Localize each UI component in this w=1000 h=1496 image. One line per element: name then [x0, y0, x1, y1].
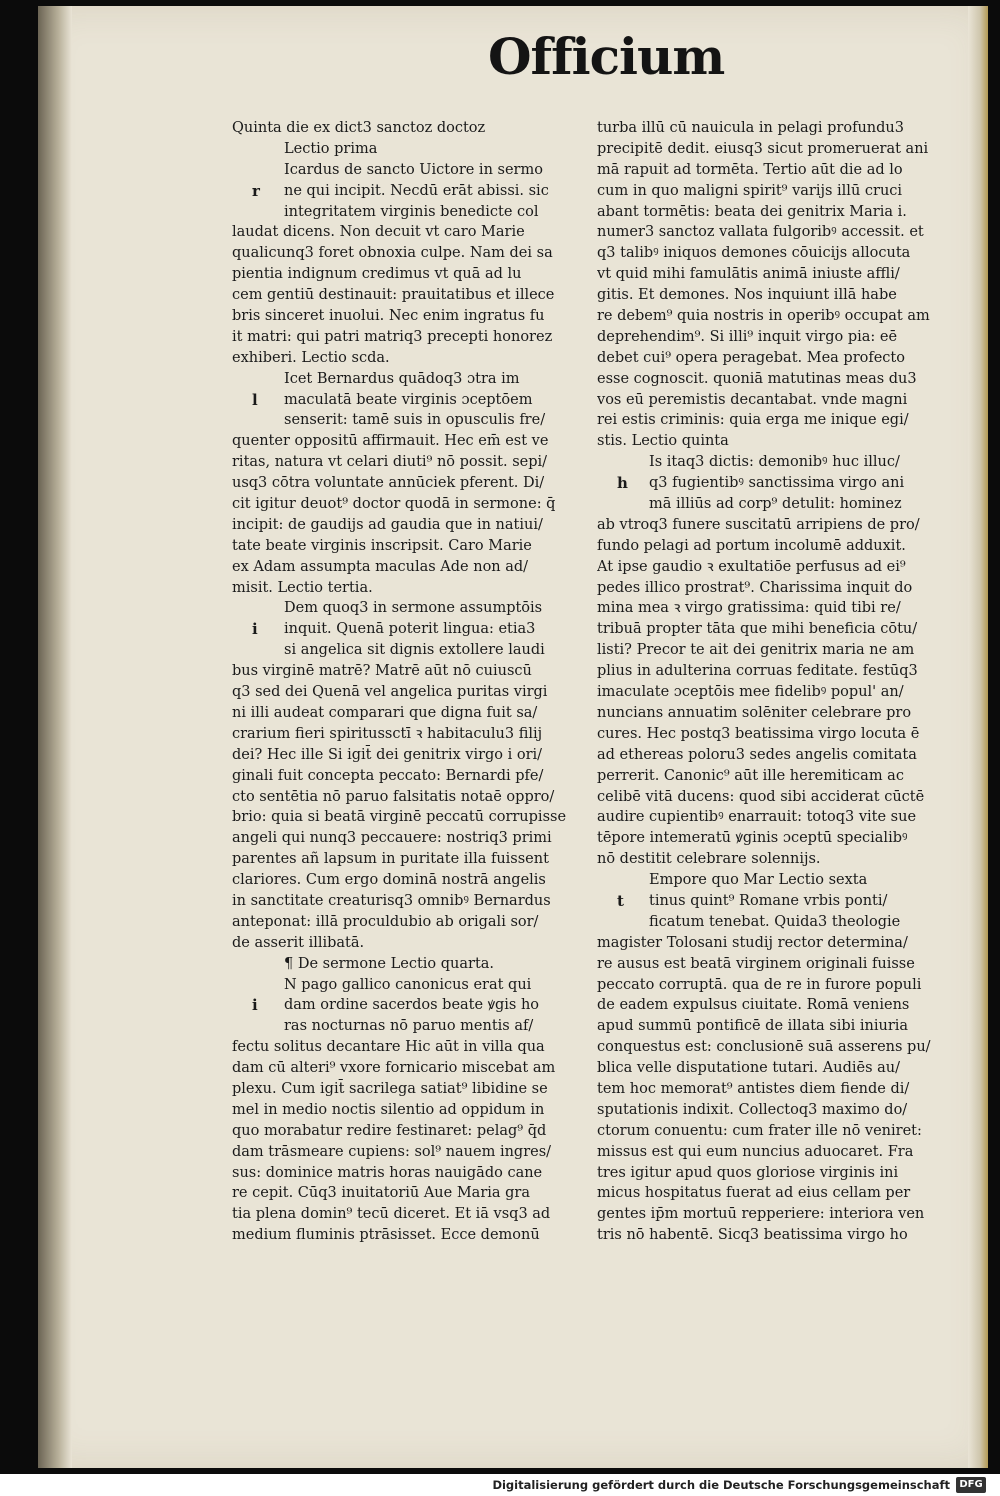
- text-line: [597, 160, 942, 181]
- text-line: [597, 557, 942, 578]
- line-text: debet cui⁹ opera peragebat. Mea profecto: [597, 349, 905, 366]
- text-line: [597, 766, 942, 787]
- text-line: [232, 306, 578, 327]
- line-text: fundo pelagi ad portum incolumē adduxit.: [597, 537, 906, 554]
- line-text: imaculate ɔceptōis mee fidelibꝰ popul' an/: [597, 684, 904, 701]
- line-text: blica velle disputatione tutari. Audiēs au/: [597, 1060, 900, 1077]
- line-text: Dem quoq3 in sermone assumptōis: [284, 600, 543, 617]
- text-line: [232, 619, 578, 640]
- text-line: [597, 431, 942, 452]
- line-text: mel in medio noctis silentio ad oppidum in: [232, 1101, 545, 1118]
- text-line: [597, 1225, 942, 1246]
- line-text: plexu. Cum igit̄ sacrilega satiat⁹ libidine se: [232, 1080, 548, 1097]
- line-text: qualicunq3 foret obnoxia culpe. Nam dei sa: [232, 245, 553, 262]
- text-line: [232, 369, 578, 390]
- text-line: [597, 578, 942, 599]
- text-line: [232, 1142, 578, 1163]
- text-line: [232, 745, 578, 766]
- text-line: [597, 473, 942, 494]
- line-text: integritatem virginis benedicte col: [284, 203, 539, 220]
- initial-guide-letter: i: [252, 620, 258, 639]
- text-line: [597, 870, 942, 891]
- text-line: [232, 557, 578, 578]
- text-line: [232, 870, 578, 891]
- line-text: clariores. Cum ergo dominā nostrā angelis: [232, 872, 546, 889]
- text-line: [597, 995, 942, 1016]
- text-line: [232, 787, 578, 808]
- text-line: [232, 1100, 578, 1121]
- line-text: pedes illico prostrat⁹. Charissima inquit do: [597, 579, 913, 596]
- line-text: sus: dominice matris horas nauigādo cane: [232, 1164, 543, 1181]
- text-line: [597, 828, 942, 849]
- line-text: micus hospitatus fuerat ad eius cellam per: [597, 1185, 911, 1202]
- line-text: usq3 cōtra voluntate annūciek pferent. Di/: [232, 475, 545, 492]
- line-text: ne qui incipit. Necdū erāt abissi. sic: [284, 182, 549, 199]
- text-line: [232, 1121, 578, 1142]
- line-text: cit igitur deuot⁹ doctor quodā in sermone: q̄: [232, 496, 556, 513]
- line-text: inquit. Quenā poterit lingua: etia3: [284, 621, 536, 638]
- line-text: ras nocturnas nō paruo mentis af/: [284, 1018, 534, 1035]
- text-line: [597, 202, 942, 223]
- line-text: maculatā beate virginis ɔceptōem: [284, 391, 533, 408]
- text-line: [597, 1142, 942, 1163]
- line-text: tris nō habentē. Sicq3 beatissima virgo ho: [597, 1227, 908, 1244]
- line-text: ¶ De sermone Lectio quarta.: [284, 955, 495, 972]
- line-text: tinus quint⁹ Romane vrbis ponti/: [649, 892, 888, 909]
- text-line: [597, 912, 942, 933]
- text-line: [597, 369, 942, 390]
- text-line: [597, 1204, 942, 1225]
- line-text: medium fluminis ptrāsisset. Ecce demonū: [232, 1227, 540, 1244]
- line-text: q3 talibꝰ iniquos demones cōuicijs allocuta: [597, 245, 911, 262]
- line-text: esse cognoscit. quoniā matutinas meas du3: [597, 370, 917, 387]
- text-line: [232, 682, 578, 703]
- text-line: [232, 640, 578, 661]
- line-text: magister Tolosani studij rector determina/: [597, 934, 908, 951]
- line-text: mā illiūs ad corp⁹ detulit: hominez: [649, 496, 902, 513]
- text-line: [232, 1079, 578, 1100]
- text-line: [232, 264, 578, 285]
- page-edge: [968, 6, 988, 1468]
- line-text: Icardus de sancto Uictore in sermo: [284, 161, 543, 178]
- line-text: cto sentētia nō paruo falsitatis notaē oppro/: [232, 788, 555, 805]
- text-line: [232, 891, 578, 912]
- text-line: [597, 933, 942, 954]
- line-text: Quinta die ex dict3 sanctoz doctoz: [232, 120, 486, 136]
- text-line: [597, 891, 942, 912]
- line-text: celibē vitā ducens: quod sibi acciderat cūctē: [597, 788, 925, 805]
- line-text: audire cupientibꝰ enarrauit: totoq3 vite sue: [597, 809, 917, 826]
- line-text: sputationis indixit. Collectoq3 maximo do/: [597, 1101, 908, 1118]
- dfg-logo: DFG: [956, 1477, 986, 1493]
- line-text: cum in quo maligni spirit⁹ varijs illū cruci: [597, 182, 903, 199]
- text-line: [597, 598, 942, 619]
- line-text: perrerit. Canonic⁹ aūt ille heremiticam ac: [597, 767, 904, 784]
- initial-guide-letter: t: [617, 891, 624, 910]
- text-line: [597, 1079, 942, 1100]
- text-line: [597, 1163, 942, 1184]
- line-text: rei estis criminis: quia erga me inique egi/: [597, 412, 909, 429]
- line-text: it matri: qui patri matriq3 precepti honorez: [232, 328, 553, 345]
- text-line: [597, 975, 942, 996]
- text-line: [232, 1204, 578, 1225]
- text-line: [597, 515, 942, 536]
- text-line: [232, 933, 578, 954]
- text-line: [232, 222, 578, 243]
- line-text: gentes ip̄m mortuū repperiere: interiora ven: [597, 1206, 925, 1223]
- line-text: ginali fuit concepta peccato: Bernardi pfe/: [232, 767, 544, 784]
- line-text: tate beate virginis inscripsit. Caro Marie: [232, 537, 532, 554]
- text-line: [232, 1016, 578, 1037]
- text-line: [597, 1037, 942, 1058]
- text-line: [597, 243, 942, 264]
- text-line: [597, 724, 942, 745]
- text-line: [597, 1100, 942, 1121]
- text-line: [597, 745, 942, 766]
- line-text: mā rapuit ad tormēta. Tertio aūt die ad lo: [597, 161, 903, 178]
- text-line: [597, 222, 942, 243]
- text-line: [232, 202, 578, 223]
- text-line: [232, 494, 578, 515]
- text-line: [597, 410, 942, 431]
- line-text: peccato corruptā. qua de re in furore populi: [597, 976, 922, 993]
- text-line: [232, 410, 578, 431]
- line-text: misit. Lectio tertia.: [232, 579, 373, 596]
- text-line: [597, 1016, 942, 1037]
- text-line: [232, 598, 578, 619]
- text-line: [232, 181, 578, 202]
- initial-guide-letter: h: [617, 474, 628, 493]
- footer-bar: [0, 1474, 1000, 1496]
- line-text: de asserit illibatā.: [232, 934, 365, 951]
- text-line: [232, 139, 578, 160]
- line-text: Empore quo Mar Lectio sexta: [649, 872, 868, 889]
- line-text: incipit: de gaudijs ad gaudia que in natiui/: [232, 516, 543, 533]
- line-text: Icet Bernardus quādoq3 ɔtra im: [284, 370, 520, 387]
- text-line: [597, 452, 942, 473]
- line-text: dei? Hec ille Si igit̄ dei genitrix virgo i ori/: [232, 746, 543, 763]
- line-text: crarium fieri spiritussctī ꝛ habitaculu3 filij: [232, 725, 543, 742]
- line-text: anteponat: illā proculdubio ab origali sor/: [232, 913, 539, 930]
- text-line: [597, 390, 942, 411]
- line-text: Is itaq3 dictis: demonibꝰ huc illuc/: [649, 454, 900, 471]
- line-text: listi? Precor te ait dei genitrix maria ne am: [597, 642, 915, 659]
- line-text: ficatum tenebat. Quida3 theologie: [649, 913, 901, 930]
- text-line: [232, 849, 578, 870]
- text-line: [597, 640, 942, 661]
- text-line: [597, 494, 942, 515]
- line-text: tribuā propter tāta que mihi beneficia cōtu/: [597, 621, 918, 638]
- text-line: [232, 578, 578, 599]
- line-text: numer3 sanctoz vallata fulgoribꝰ accessit. et: [597, 224, 924, 241]
- line-text: parentes añ lapsum in puritate illa fuissent: [232, 851, 549, 868]
- line-text: vos eū peremistis decantabat. vnde magni: [597, 391, 908, 408]
- text-line: [597, 661, 942, 682]
- line-text: abant tormētis: beata dei genitrix Maria i.: [597, 203, 907, 220]
- text-line: [232, 390, 578, 411]
- line-text: mina mea ꝛ virgo gratissima: quid tibi re/: [597, 600, 901, 617]
- text-line: [232, 515, 578, 536]
- line-text: apud summū pontificē de illata sibi iniuria: [597, 1018, 909, 1035]
- text-line: [597, 118, 942, 139]
- text-line: [232, 1163, 578, 1184]
- line-text: fectu solitus decantare Hic aūt in villa qua: [232, 1039, 545, 1056]
- text-line: [232, 828, 578, 849]
- line-text: dam ordine sacerdos beate ꝟgis ho: [284, 997, 540, 1014]
- initial-guide-letter: i: [252, 996, 258, 1015]
- line-text: in sanctitate creaturisq3 omnibꝰ Bernardus: [232, 892, 551, 909]
- text-line: [232, 473, 578, 494]
- text-line: [597, 264, 942, 285]
- text-line: [597, 1183, 942, 1204]
- line-text: missus est qui eum nuncius aduocaret. Fra: [597, 1143, 914, 1160]
- text-line: [232, 975, 578, 996]
- line-text: cem gentiū destinauit: prauitatibus et illece: [232, 287, 555, 304]
- text-line: [232, 661, 578, 682]
- line-text: dam cū alteri⁹ vxore fornicario miscebat am: [232, 1060, 556, 1077]
- line-text: N pago gallico canonicus erat qui: [284, 976, 532, 993]
- text-line: [232, 1183, 578, 1204]
- line-text: conquestus est: conclusionē suā asserens pu/: [597, 1039, 931, 1056]
- text-line: [232, 536, 578, 557]
- text-line: [232, 912, 578, 933]
- line-text: ctorum conuentu: cum frater ille nō veniret:: [597, 1122, 922, 1139]
- text-line: [597, 954, 942, 975]
- line-text: dam trāsmeare cupiens: sol⁹ nauem ingres/: [232, 1143, 552, 1160]
- line-text: precipitē dedit. eiusq3 sicut promeruerat ani: [597, 140, 929, 157]
- line-text: ritas, natura vt celari diuti⁹ nō possit. sepi/: [232, 454, 548, 471]
- text-line: [232, 954, 578, 975]
- line-text: tia plena domin⁹ tecū diceret. Et iā vsq3 ad: [232, 1206, 551, 1223]
- text-line: [232, 807, 578, 828]
- line-text: tem hoc memorat⁹ antistes diem fiende di/: [597, 1080, 910, 1097]
- line-text: Lectio prima: [284, 140, 378, 157]
- text-line: [232, 327, 578, 348]
- line-text: laudat dicens. Non decuit vt caro Marie: [232, 224, 525, 241]
- line-text: nuncians annuatim solēniter celebrare pro: [597, 704, 912, 721]
- text-line: [232, 285, 578, 306]
- text-line: [597, 682, 942, 703]
- text-line: [597, 306, 942, 327]
- text-line: [597, 807, 942, 828]
- line-text: bris sinceret inuolui. Nec enim ingratus fu: [232, 308, 545, 325]
- text-line: [597, 348, 942, 369]
- line-text: gitis. Et demones. Nos inquiunt illā habe: [597, 287, 897, 304]
- text-line: [597, 181, 942, 202]
- line-text: At ipse gaudio ꝛ exultatiōe perfusus ad ei⁹: [597, 558, 906, 575]
- line-text: quenter oppositū affirmauit. Hec em̄ est ve: [232, 433, 549, 450]
- text-line: [597, 787, 942, 808]
- text-line: [597, 139, 942, 160]
- line-text: bus virginē matrē? Matrē aūt nō cuiuscū: [232, 663, 532, 680]
- line-text: re ausus est beatā virginem originali fuisse: [597, 955, 915, 972]
- line-text: deprehendim⁹. Si illi⁹ inquit virgo pia: eē: [597, 328, 898, 345]
- line-text: ad ethereas poloru3 sedes angelis comitata: [597, 746, 917, 763]
- line-text: tēpore intemeratū ꝟginis ɔceptū specialibꝰ: [597, 830, 908, 847]
- line-text: re debem⁹ quia nostris in operibꝰ occupat am: [597, 308, 930, 325]
- funding-note: Digitalisierung gefördert durch die Deutsche Forschungsgemeinschaft: [492, 1478, 950, 1492]
- line-text: si angelica sit dignis extollere laudi: [284, 642, 545, 659]
- line-text: turba illū cū nauicula in pelagi profundu3: [597, 120, 904, 136]
- text-line: [597, 1121, 942, 1142]
- line-text: ni illi audeat comparari que digna fuit sa/: [232, 704, 538, 721]
- text-line: [232, 348, 578, 369]
- text-line: [232, 452, 578, 473]
- line-text: quo morabatur redire festinaret: pelag⁹ q̄d: [232, 1122, 547, 1139]
- text-line: [597, 1058, 942, 1079]
- text-line: [232, 766, 578, 787]
- line-text: q3 sed dei Quenā vel angelica puritas virgi: [232, 684, 548, 701]
- page-gutter-shadow: [38, 6, 72, 1468]
- text-line: [232, 1058, 578, 1079]
- text-line: [597, 327, 942, 348]
- text-line: [597, 703, 942, 724]
- text-line: [232, 995, 578, 1016]
- line-text: q3 fugientibꝰ sanctissima virgo ani: [649, 475, 905, 492]
- text-line: [232, 1225, 578, 1246]
- initial-guide-letter: l: [252, 390, 258, 409]
- text-column-left: [232, 118, 578, 1246]
- text-line: [597, 619, 942, 640]
- line-text: brio: quia si beatā virginē peccatū corrupisse: [232, 809, 567, 826]
- line-text: ex Adam assumpta maculas Ade non ad/: [232, 558, 529, 575]
- text-line: [232, 118, 578, 139]
- line-text: nō destitit celebrare solennijs.: [597, 851, 821, 868]
- text-line: [597, 849, 942, 870]
- text-column-right: [597, 118, 942, 1246]
- text-line: [597, 285, 942, 306]
- line-text: ab vtroq3 funere suscitatū arripiens de pro/: [597, 516, 920, 533]
- initial-guide-letter: r: [252, 181, 260, 200]
- line-text: vt quid mihi famulātis animā iniuste affli/: [597, 266, 900, 283]
- line-text: exhiberi. Lectio scda.: [232, 349, 390, 366]
- running-header: Officium: [488, 27, 725, 86]
- text-line: [232, 243, 578, 264]
- line-text: pientia indignum credimus vt quā ad lu: [232, 266, 522, 283]
- text-line: [232, 431, 578, 452]
- line-text: cures. Hec postq3 beatissima virgo locuta ē: [597, 725, 920, 742]
- line-text: angeli qui nunq3 peccauere: nostriq3 primi: [232, 830, 552, 847]
- line-text: senserit: tamē suis in opusculis fre/: [284, 412, 546, 429]
- line-text: stis. Lectio quinta: [597, 433, 729, 450]
- line-text: de eadem expulsus ciuitate. Romā veniens: [597, 997, 910, 1014]
- text-line: [597, 536, 942, 557]
- line-text: re cepit. Cūq3 inuitatoriū Aue Maria gra: [232, 1185, 531, 1202]
- line-text: tres igitur apud quos gloriose virginis ini: [597, 1164, 899, 1181]
- text-line: [232, 703, 578, 724]
- text-line: [232, 724, 578, 745]
- text-line: [232, 160, 578, 181]
- line-text: plius in adulterina corruas feditate. festūq3: [597, 663, 918, 680]
- text-line: [232, 1037, 578, 1058]
